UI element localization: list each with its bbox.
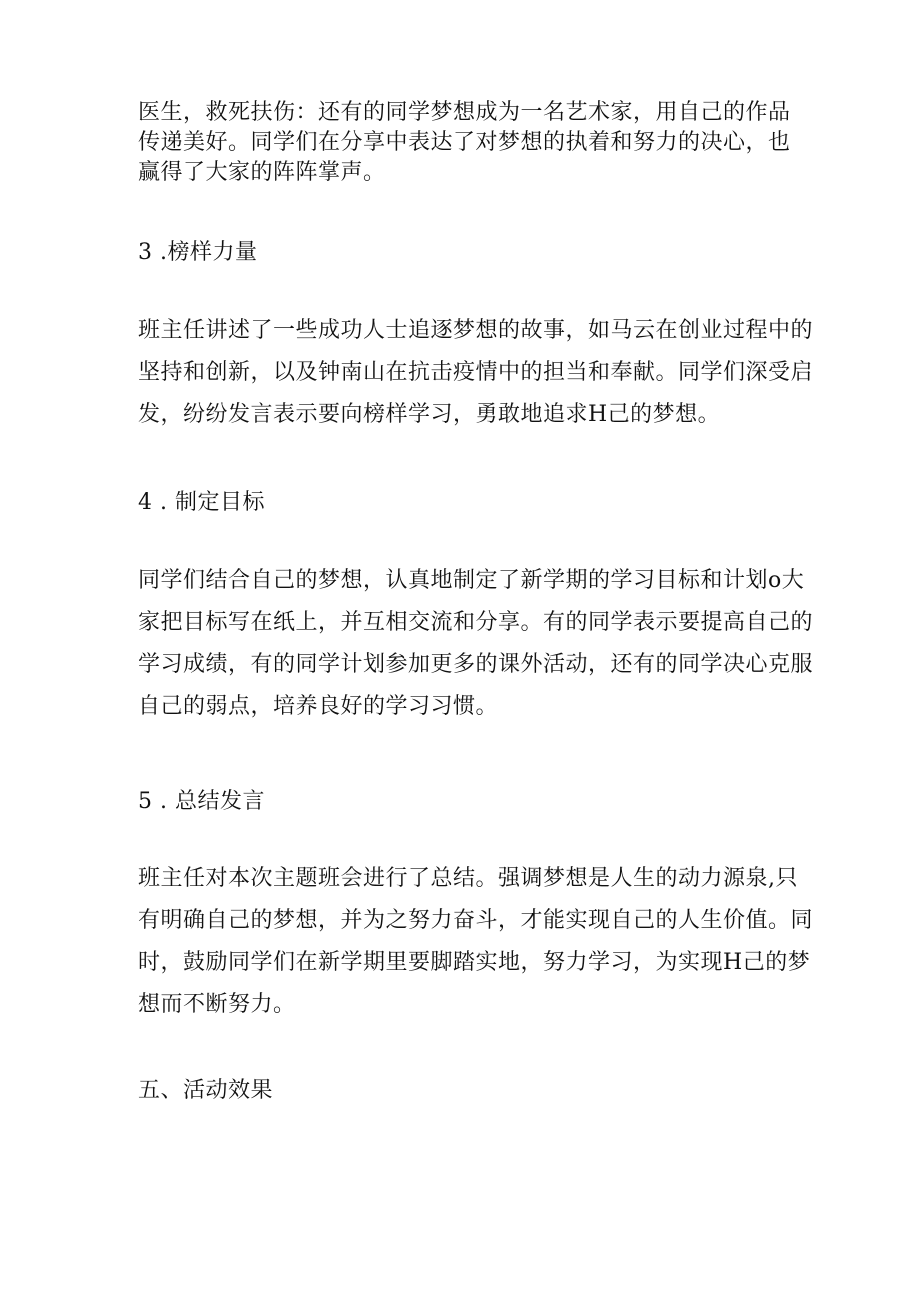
heading-set-goals: 4 . 制定目标 xyxy=(138,490,265,515)
text-line: 赢得了大家的阵阵掌声。 xyxy=(138,160,386,185)
text-line: 时，鼓励同学们在新学期里要脚踏实地，努力学习，为实现H己的梦 xyxy=(138,950,811,975)
text-line: 学习成绩，有的同学计划参加更多的课外活动，还有的同学决心克服 xyxy=(138,652,814,677)
heading-role-model: 3 .榜样力量 xyxy=(138,240,258,265)
text-line: 自己的弱点，培养良好的学习习惯。 xyxy=(138,694,499,719)
heading-summary-speech: 5 . 总结发言 xyxy=(138,789,265,814)
text-line: 班主任讲述了一些成功人士追逐梦想的故事，如马云在创业过程中的 xyxy=(138,318,814,343)
paragraph-role-model xyxy=(138,310,814,436)
text-line: 有明确自己的梦想，并为之努力奋斗，才能实现自己的人生价值。同 xyxy=(138,908,814,933)
text-line: 发，纷纷发言表示要向榜样学习，勇敢地追求H己的梦想。 xyxy=(138,402,721,427)
text-line: 想而不断努力。 xyxy=(138,992,296,1017)
paragraph-dream-sharing xyxy=(138,98,791,188)
text-line: 坚持和创新，以及钟南山在抗击疫情中的担当和奉献。同学们深受启 xyxy=(138,360,814,385)
text-line: 传递美好。同学们在分享中表达了对梦想的执着和努力的决心，也 xyxy=(138,130,791,155)
paragraph-set-goals xyxy=(138,560,814,728)
paragraph-summary-speech xyxy=(138,858,814,1026)
text-line: 医生，救死扶伤：还有的同学梦想成为一名艺术家，用自己的作品 xyxy=(138,100,791,125)
text-line: 家把目标写在纸上，并互相交流和分享。有的同学表示要提高自己的 xyxy=(138,610,814,635)
text-line: 班主任对本次主题班会进行了总结。强调梦想是人生的动力源泉,只 xyxy=(138,866,798,891)
text-line: 同学们结合自己的梦想，认真地制定了新学期的学习目标和计划o大 xyxy=(138,568,805,593)
heading-activity-effects: 五、活动效果 xyxy=(138,1078,274,1103)
